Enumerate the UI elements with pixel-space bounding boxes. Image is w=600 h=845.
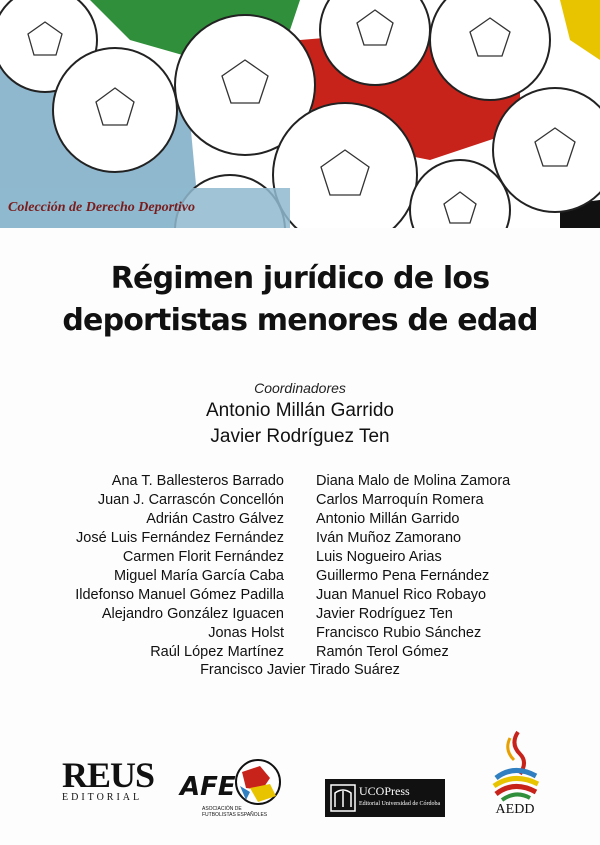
author-name: Miguel María García Caba [113,568,284,584]
title-line-2: deportistas menores de edad [62,303,538,338]
author-name: Guillermo Pena Fernández [316,568,490,584]
afe-logo-sub: ASOCIACIÓN DE FUTBOLISTAS ESPAÑOLES [202,806,268,818]
author-name: Carlos Marroquín Romera [316,492,484,508]
reus-logo [62,755,155,803]
ucopress-logo-sub: Editorial Universidad de Córdoba [359,801,441,807]
ucopress-emblem-icon [329,783,357,813]
author-name: Raúl López Martínez [150,644,284,660]
author-name: Ana T. Ballesteros Barrado [111,473,284,489]
ucopress-logo [325,779,445,817]
author-name: Ramón Terol Gómez [316,644,449,660]
author-name: Francisco Rubio Sánchez [316,625,482,641]
author-name: Alejandro González Iguacen [101,606,284,622]
title-line-1: Régimen jurídico de los [110,261,490,296]
author-name: Luis Nogueiro Arias [316,549,442,565]
author-name: Carmen Florit Fernández [122,549,284,565]
author-name: Ildefonso Manuel Gómez Padilla [75,587,284,603]
coordinators-label: Coordinadores [254,380,346,396]
aedd-logo-name: AEDD [495,802,535,817]
author-name: Antonio Millán Garrido [316,511,460,527]
author-name: Iván Muñoz Zamorano [316,530,462,546]
author-name: Diana Malo de Molina Zamora [316,473,511,489]
ucopress-logo-name: UCOPress [359,784,410,798]
soccer-balls-artwork [0,0,600,228]
series-title: Colección de Derecho Deportivo [8,200,196,215]
reus-logo-name: REUS [62,755,155,795]
author-name: Juan J. Carrascón Concellón [97,492,284,508]
afe-logo-name: AFE [180,772,236,802]
coordinator-1: Antonio Millán Garrido [206,400,394,421]
reus-logo-sub: EDITORIAL [62,792,143,803]
book-title [0,258,600,342]
coordinator-2: Javier Rodríguez Ten [210,426,390,447]
authors-list-right [316,472,510,662]
author-name: Jonas Holst [208,625,284,641]
author-name-last: Francisco Javier Tirado Suárez [200,662,400,678]
aedd-flame-icon [480,728,550,802]
author-name: Adrián Castro Gálvez [146,511,284,527]
author-name: Juan Manuel Rico Robayo [316,587,487,603]
authors-list-left [75,472,284,662]
author-name: José Luis Fernández Fernández [76,530,284,546]
author-name: Javier Rodríguez Ten [316,606,453,622]
